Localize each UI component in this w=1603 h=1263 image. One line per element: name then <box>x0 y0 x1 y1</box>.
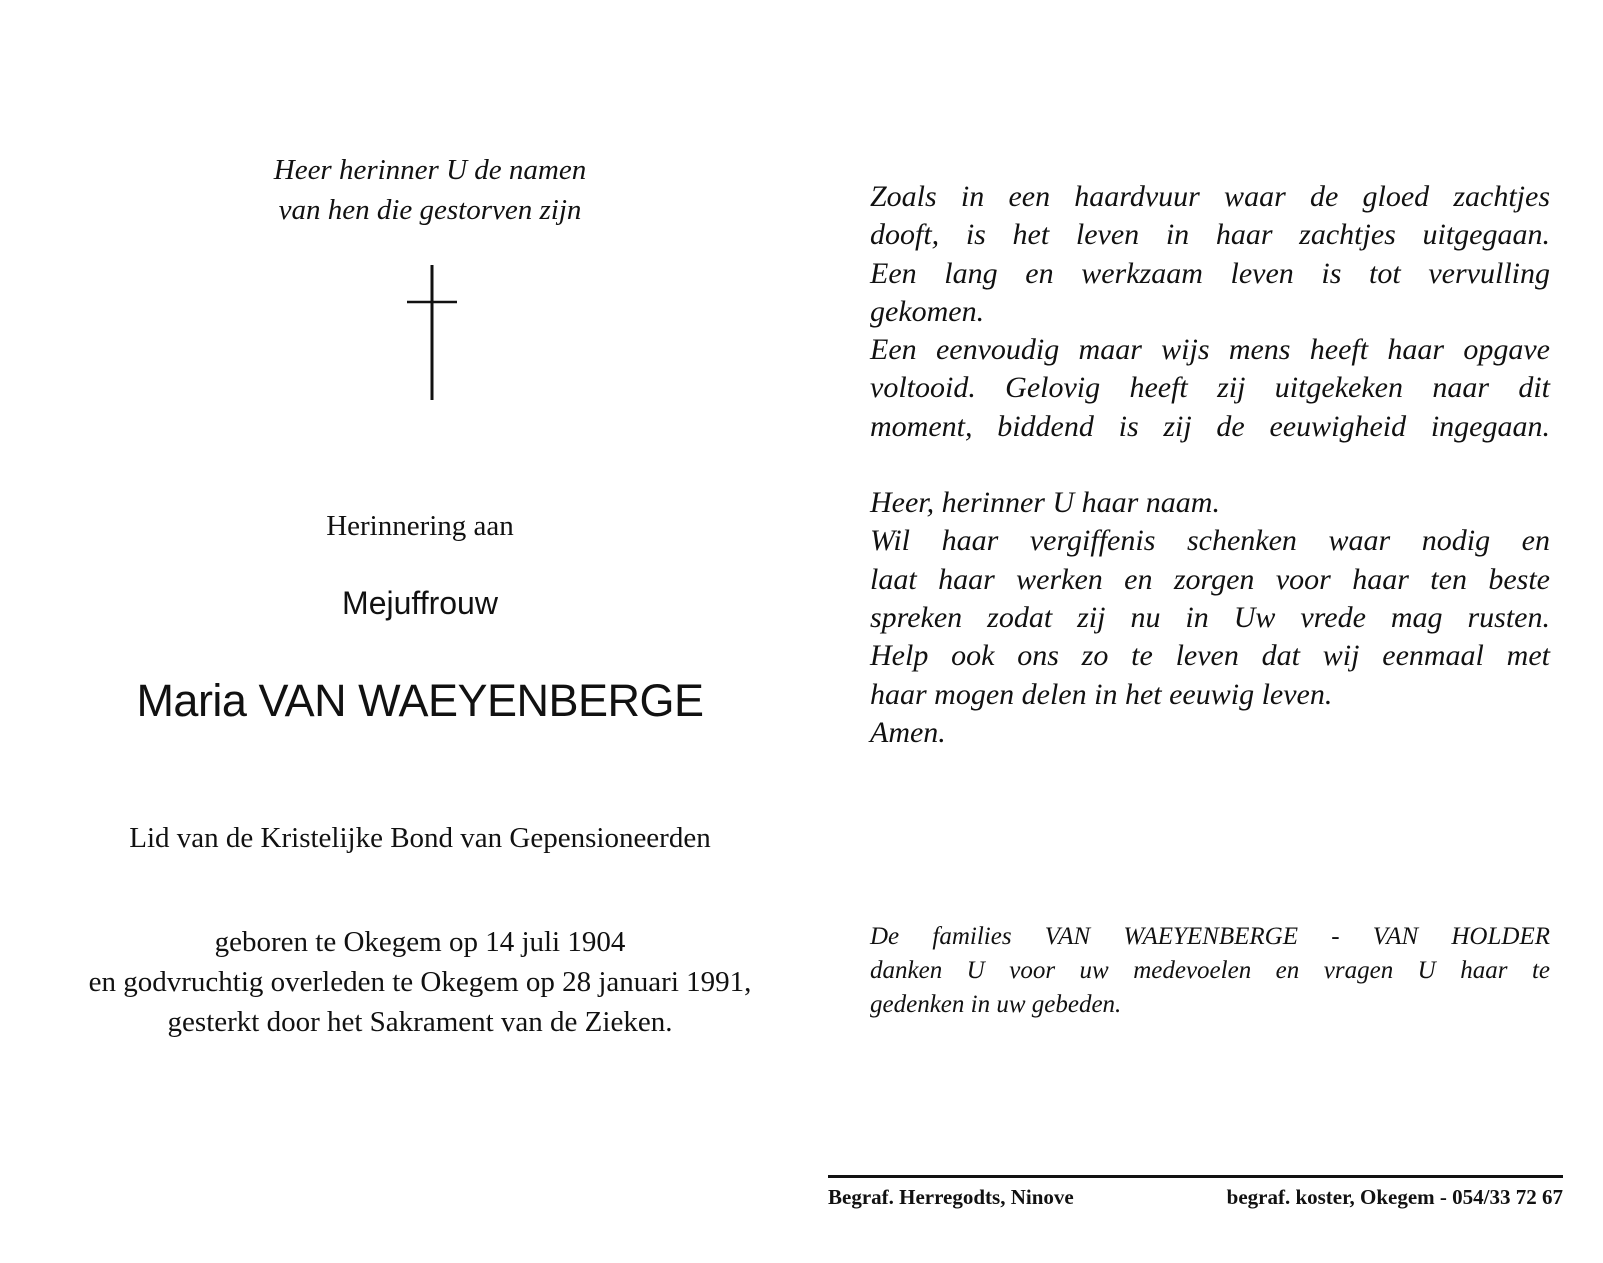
prayer-line: Amen. <box>870 715 946 749</box>
prayer-line: voltooid. Gelovig heeft zij uitgekeken naar dit <box>870 371 1550 405</box>
prayer-line: Help ook ons zo te leven dat wij eenmaal met <box>870 639 1550 673</box>
sexton-credit: begraf. koster, Okegem - 054/33 72 67 <box>1226 1185 1563 1209</box>
prayer-line: Een lang en werkzaam leven is tot vervulling <box>870 256 1550 290</box>
prayer-line: Heer, herinner U haar naam. <box>870 486 1220 520</box>
prayer-line: gekomen. <box>870 294 985 328</box>
prayer-line: laat haar werken en zorgen voor haar ten beste <box>870 562 1550 596</box>
thanks-line: danken U voor uw medevoelen en vragen U haar te <box>870 957 1550 984</box>
thanks-line: gedenken in uw gebeden. <box>870 991 1122 1018</box>
deceased-name: Maria VAN WAEYENBERGE <box>136 675 704 726</box>
prayer-line: Een eenvoudig maar wijs mens heeft haar opgave <box>870 333 1550 367</box>
prayer-line: spreken zodat zij nu in Uw vrede mag rusten. <box>870 600 1550 634</box>
verse-line: Heer herinner U de namen <box>273 154 587 186</box>
prayer-text <box>870 178 1550 752</box>
paragraph-gap <box>870 446 1550 484</box>
death-line: en godvruchtig overleden te Okegem op 28 januari 1991, <box>88 966 752 998</box>
thanks-line: De families VAN WAEYENBERGE - VAN HOLDER <box>870 923 1550 950</box>
remembrance-label: Herinnering aan <box>326 510 514 542</box>
birth-line: geboren te Okegem op 14 juli 1904 <box>214 926 626 958</box>
opening-verse <box>20 150 820 230</box>
undertaker-credit: Begraf. Herregodts, Ninove <box>828 1185 1074 1209</box>
prayer-line: moment, biddend is zij de eeuwigheid ingegaan. <box>870 409 1550 443</box>
footer-divider <box>828 1175 1563 1178</box>
membership: Lid van de Kristelijke Bond van Gepensioneerden <box>129 822 711 854</box>
verse-line: van hen die gestorven zijn <box>278 194 582 226</box>
family-thanks <box>870 920 1550 1022</box>
prayer-line: haar mogen delen in het eeuwig leven. <box>870 677 1333 711</box>
right-column <box>870 178 1550 752</box>
sacrament-line: gesterkt door het Sakrament van de Zieken. <box>167 1006 673 1038</box>
prayer-line: Wil haar vergiffenis schenken waar nodig en <box>870 524 1550 558</box>
prayer-line: Zoals in een haardvuur waar de gloed zachtjes <box>870 180 1550 213</box>
prayer-line: dooft, is het leven in haar zachtjes uitgegaan. <box>870 218 1550 252</box>
life-dates <box>20 922 820 1042</box>
cross-icon <box>402 265 462 405</box>
honorific: Mejuffrouw <box>342 585 498 621</box>
